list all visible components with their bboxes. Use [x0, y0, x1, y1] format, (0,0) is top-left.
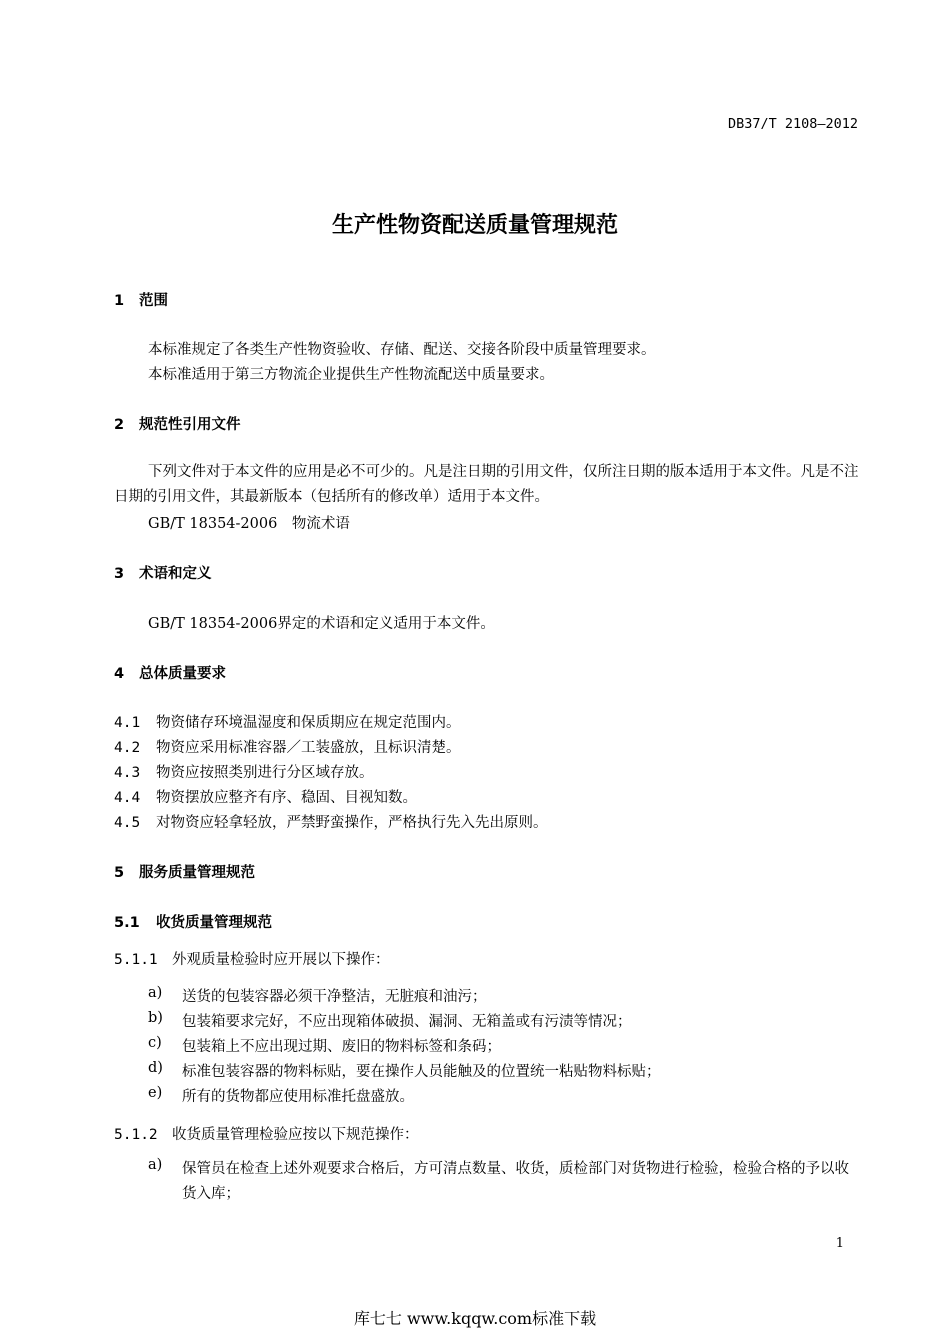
list-marker: a) [148, 1157, 163, 1173]
section-title: 规范性引用文件 [139, 417, 241, 433]
section-number: 1 [114, 293, 125, 309]
clause-number: 4.1 [114, 715, 141, 731]
list-item [148, 1035, 860, 1060]
section-number: 5 [114, 865, 125, 881]
list-item [148, 1060, 860, 1085]
clause-text: 物资摆放应整齐有序、稳固、目视知数。 [156, 790, 417, 806]
section-number: 4 [114, 666, 125, 682]
section-heading-normative-references [114, 413, 241, 434]
list-item [148, 1010, 860, 1035]
standard-number: DB37/T 2108—2012 [727, 116, 858, 132]
clause [114, 711, 461, 732]
list-marker: d) [148, 1060, 163, 1076]
clause [114, 1123, 419, 1144]
reference-entry: GB/T 18354-2006 物流术语 [148, 516, 350, 532]
section-heading-general-requirements [114, 662, 226, 683]
list-text: 送货的包装容器必须干净整洁，无脏痕和油污； [182, 989, 487, 1005]
list-text: 保管员在检查上述外观要求合格后，方可清点数量、收货，质检部门对货物进行检验，检验合格的予以收货入库； [182, 1161, 849, 1202]
list-item [148, 1157, 860, 1207]
clause-number: 4.2 [114, 740, 141, 756]
subsection-title: 收货质量管理规范 [156, 915, 272, 931]
clause-number: 4.5 [114, 815, 141, 831]
clause [114, 811, 548, 832]
section-title: 范围 [139, 293, 168, 309]
list-item [148, 1085, 860, 1110]
section-heading-terms [114, 562, 212, 583]
clause [114, 736, 461, 757]
section-title: 总体质量要求 [139, 666, 226, 682]
clause [114, 786, 417, 807]
subsection-number: 5.1 [114, 915, 140, 931]
clause-text: 收货质量管理检验应按以下规范操作： [172, 1127, 419, 1143]
list-text: 包装箱要求完好，不应出现箱体破损、漏洞、无箱盖或有污渍等情况； [182, 1014, 632, 1030]
list-item [148, 985, 860, 1010]
page-number: 1 [835, 1236, 844, 1251]
clause [114, 761, 374, 782]
section-heading-scope [114, 289, 168, 310]
section-title: 服务质量管理规范 [139, 865, 255, 881]
clause-number: 4.3 [114, 765, 141, 781]
paragraph: 本标准适用于第三方物流企业提供生产性物流配送中质量要求。 [148, 367, 554, 383]
clause [114, 948, 390, 969]
list-text: 所有的货物都应使用标准托盘盛放。 [182, 1089, 414, 1105]
list-text: 标准包装容器的物料标贴，要在操作人员能触及的位置统一粘贴物料标贴； [182, 1064, 661, 1080]
clause-number: 5.1.2 [114, 1127, 158, 1143]
paragraph: GB/T 18354-2006界定的术语和定义适用于本文件。 [148, 616, 495, 632]
clause-text: 物资储存环境温湿度和保质期应在规定范围内。 [156, 715, 461, 731]
document-title: 生产性物资配送质量管理规范 [331, 213, 618, 238]
clause-text: 物资应按照类别进行分区域存放。 [156, 765, 374, 781]
clause-text: 物资应采用标准容器／工装盛放，且标识清楚。 [156, 740, 461, 756]
section-number: 3 [114, 566, 125, 582]
list-marker: a) [148, 985, 163, 1001]
section-title: 术语和定义 [139, 566, 212, 582]
paragraph: 下列文件对于本文件的应用是必不可少的。凡是注日期的引用文件，仅所注日期的版本适用于本文件。凡是不注日期的引用文件，其最新版本（包括所有的修改单）适用于本文件。 [114, 464, 859, 505]
subsection-heading-receiving [114, 911, 272, 932]
clause-text: 对物资应轻拿轻放，严禁野蛮操作，严格执行先入先出原则。 [156, 815, 548, 831]
clause-text: 外观质量检验时应开展以下操作： [172, 952, 390, 968]
list-marker: e) [148, 1085, 163, 1101]
list-marker: c) [148, 1035, 162, 1051]
list-text: 包装箱上不应出现过期、废旧的物料标签和条码； [182, 1039, 501, 1055]
clause-number: 4.4 [114, 790, 141, 806]
clause-number: 5.1.1 [114, 952, 158, 968]
footer-watermark: 库七七 www.kqqw.com标准下载 [353, 1309, 597, 1328]
list-marker: b) [148, 1010, 163, 1026]
section-heading-service-quality [114, 861, 255, 882]
paragraph: 本标准规定了各类生产性物资验收、存储、配送、交接各阶段中质量管理要求。 [148, 342, 656, 358]
section-number: 2 [114, 417, 125, 433]
